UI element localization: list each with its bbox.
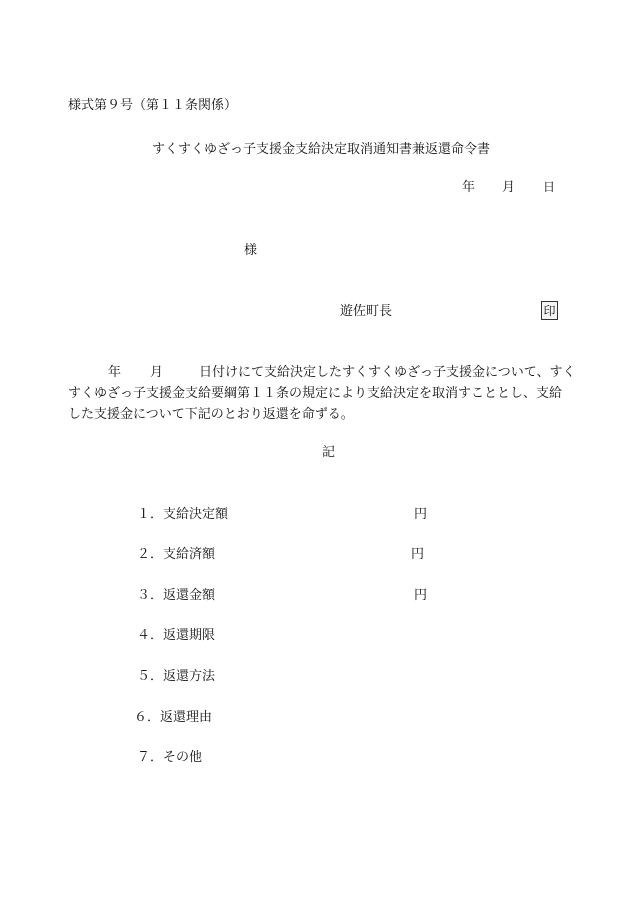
- item-label: 返還方法: [163, 669, 216, 684]
- item-unit: 円: [414, 588, 428, 603]
- item-label: 返還金額: [163, 588, 216, 603]
- body-month-label: 月: [150, 365, 164, 380]
- item-number: ４．: [137, 628, 164, 643]
- recipient-honorific: 様: [244, 243, 258, 258]
- item-label: 返還理由: [160, 710, 213, 725]
- item-number: １．: [137, 507, 164, 522]
- item-unit: 円: [414, 507, 428, 522]
- item-label: 支給決定額: [163, 507, 229, 522]
- document-title: すくすくゆざっ子支援金支給決定取消通知書兼返還命令書: [152, 142, 491, 157]
- item-unit: 円: [411, 547, 425, 562]
- item-label: その他: [163, 750, 203, 765]
- date-year-label: 年: [462, 180, 476, 195]
- body-year-label: 年: [108, 365, 122, 380]
- date-month-label: 月: [502, 180, 516, 195]
- ki-heading: 記: [322, 445, 336, 460]
- body-paragraph-line-2: すくゆざっ子支援金支給要綱第１１条の規定により支給決定を取消すこととし、支給: [68, 386, 563, 401]
- list-item: [137, 507, 428, 522]
- item-number: ６．: [134, 710, 161, 725]
- form-number: 様式第９号（第１１条関係）: [68, 98, 238, 113]
- body-paragraph-line-1: [68, 362, 576, 383]
- item-number: ７．: [137, 750, 164, 765]
- list-item: [137, 547, 425, 562]
- list-item: [137, 588, 428, 603]
- list-item: [134, 711, 212, 724]
- item-number: ３．: [137, 588, 164, 603]
- date-day-label: 日: [543, 180, 556, 194]
- item-label: 返還期限: [163, 628, 216, 643]
- list-item: [137, 670, 215, 683]
- sender-name: 遊佐町長: [340, 304, 393, 319]
- item-label: 支給済額: [163, 547, 216, 562]
- body-paragraph-line-3: した支援金について下記のとおり返還を命ずる。: [68, 407, 354, 422]
- list-item: [137, 629, 215, 642]
- list-item: [137, 751, 202, 764]
- seal-stamp-icon: 印: [541, 301, 558, 320]
- body-line-1-text: 日付けにて支給決定したすくすくゆざっ子支援金について、すく: [199, 365, 576, 380]
- item-number: ２．: [137, 547, 164, 562]
- item-number: ５．: [137, 669, 164, 684]
